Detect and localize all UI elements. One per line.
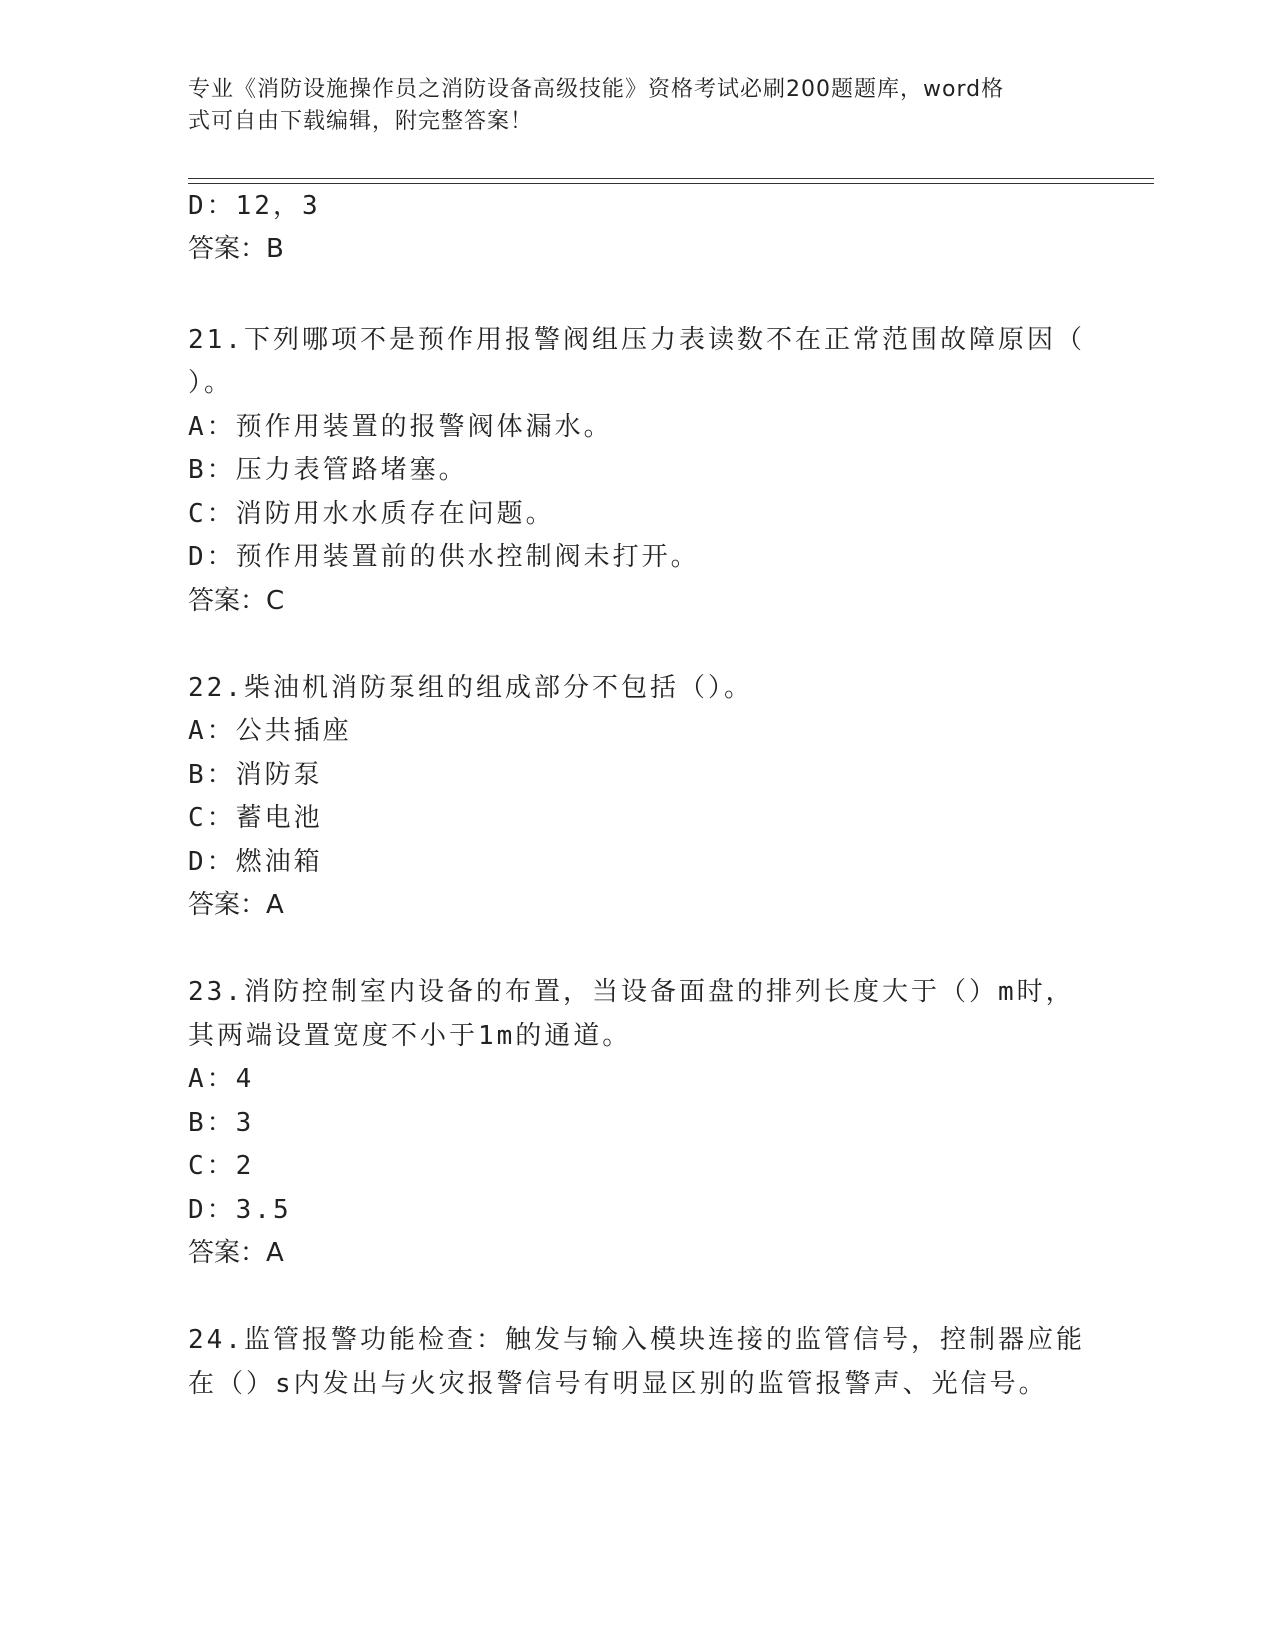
q21-answer: 答案：C <box>188 586 285 616</box>
header-divider-top <box>188 178 1154 179</box>
q23-option-c: C：2 <box>188 1151 255 1181</box>
header-divider-bottom <box>188 183 1154 184</box>
q23-option-b: B：3 <box>188 1108 255 1138</box>
q22-answer: 答案：A <box>188 890 284 920</box>
q22-option-b: B：消防泵 <box>188 760 323 790</box>
document-header <box>188 74 1088 138</box>
prev-option-d: D：12，3 <box>188 191 321 221</box>
q22-option-c: C：蓄电池 <box>188 803 323 833</box>
q23-option-a: A：4 <box>188 1064 255 1094</box>
q24-stem-line-2: 在（）s内发出与火灾报警信号有明显区别的监管报警声、光信号。 <box>188 1369 1048 1399</box>
q23-option-d: D：3.5 <box>188 1195 292 1225</box>
q22-option-a: A：公共插座 <box>188 716 352 746</box>
header-line-1: 专业《消防设施操作员之消防设备高级技能》资格考试必刷200题题库，word格 <box>188 77 1005 102</box>
q24-stem-line-1: 24.监管报警功能检查：触发与输入模块连接的监管信号，控制器应能 <box>188 1325 1085 1355</box>
q21-option-b: B：压力表管路堵塞。 <box>188 455 468 485</box>
q21-option-a: A：预作用装置的报警阀体漏水。 <box>188 412 613 442</box>
q22-stem-line-1: 22.柴油机消防泵组的组成部分不包括（）。 <box>188 673 753 703</box>
q23-stem-line-1: 23.消防控制室内设备的布置，当设备面盘的排列长度大于（）m时， <box>188 977 1075 1007</box>
prev-answer: 答案：B <box>188 234 284 264</box>
q21-option-c: C：消防用水水质存在问题。 <box>188 499 555 529</box>
q21-stem-line-1: 21.下列哪项不是预作用报警阀组压力表读数不在正常范围故障原因（ <box>188 325 1085 355</box>
q21-stem-line-2: ）。 <box>188 368 234 398</box>
q23-stem-line-2: 其两端设置宽度不小于1m的通道。 <box>188 1021 632 1051</box>
header-line-2: 式可自由下载编辑，附完整答案！ <box>188 109 534 134</box>
q21-option-d: D：预作用装置前的供水控制阀未打开。 <box>188 542 700 572</box>
q22-option-d: D：燃油箱 <box>188 847 323 877</box>
q23-answer: 答案：A <box>188 1238 284 1268</box>
